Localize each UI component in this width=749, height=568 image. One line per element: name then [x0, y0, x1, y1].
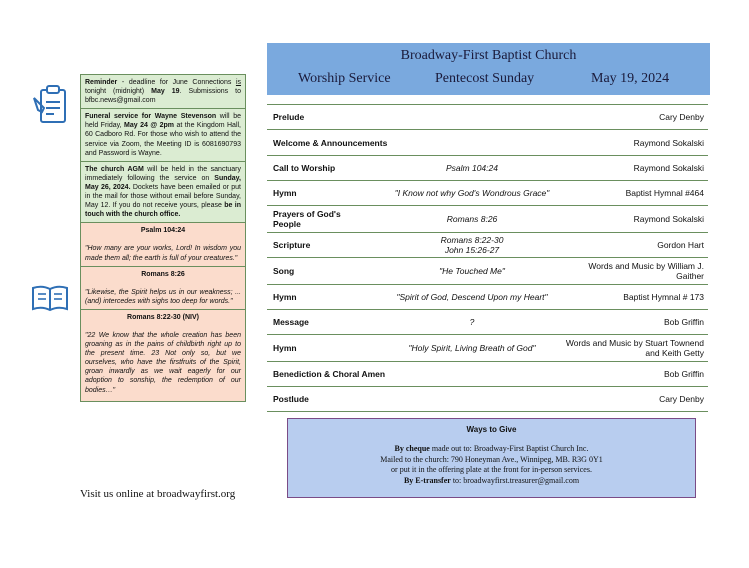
ways-to-give-box — [287, 418, 696, 498]
open-book-icon — [30, 283, 70, 318]
service-name: Worship Service — [298, 71, 391, 86]
service-date: May 19, 2024 — [591, 71, 670, 86]
announcements-column — [80, 74, 246, 402]
service-row: Welcome & Announcements Raymond Sokalski — [267, 130, 708, 156]
verse-text: "How many are your works, Lord! In wisdom you made them all; the earth is full of your creatures." — [85, 245, 241, 262]
verse-romans-niv-box — [80, 309, 246, 402]
verse-psalm-box — [80, 222, 246, 265]
agm-box: The church AGM will be held in the sanctuary immediately following the service on Sunday, May 26, 2024. Dockets have been emailed or put in the mail for those without email before Sunday, May 12. If you do not receive yours, please be in touch with the church office. — [80, 161, 246, 223]
verse-heading: Psalm 104:24 — [140, 227, 186, 235]
give-line: By cheque made out to: Broadway-First Baptist Church Inc. — [394, 443, 589, 453]
verse-heading: Romans 8:22-30 (NIV) — [127, 313, 199, 321]
service-row: Song "He Touched Me" Words and Music by William J. Gaither — [267, 258, 708, 285]
service-row: Message ? Bob Griffin — [267, 310, 708, 335]
verse-heading: Romans 8:26 — [141, 270, 185, 278]
order-of-service — [267, 104, 708, 412]
give-title: Ways to Give — [466, 425, 517, 434]
church-name: Broadway-First Baptist Church — [400, 48, 577, 63]
service-row: Benediction & Choral Amen Bob Griffin — [267, 362, 708, 387]
service-row: Scripture Romans 8:22-30 John 15:26-27 Gordon Hart — [267, 233, 708, 258]
service-row: Hymn "Holy Spirit, Living Breath of God" Words and Music by Stuart Townend and Keith Getty — [267, 335, 708, 362]
give-line: Mailed to the church: 790 Honeyman Ave., Winnipeg, MB. R3G 0Y1 — [380, 454, 603, 464]
service-row: Prelude Cary Denby — [267, 105, 708, 130]
verse-romans-box — [80, 266, 246, 309]
verse-text: "22 We know that the whole creation has been groaning as in the pains of childbirth right up to the present time. 23 Not only so, but we ourselves, who have the firstfruits of the Spirit, groan inwardly as we wait eagerly for our adoption to sonship, the redemption of our bodies…" — [85, 331, 241, 394]
service-row: Prayers of God's People Romans 8:26 Raymond Sokalski — [267, 206, 708, 233]
verse-text: "Likewise, the Spirit helps us in our weakness; ... (and) intercedes with sighs too deep for words." — [85, 288, 241, 305]
give-line: or put it in the offering plate at the front for in-person services. — [391, 465, 592, 475]
give-line: By E-transfer to: broadwayfirst.treasurer@gmail.com — [403, 476, 580, 486]
service-row: Hymn "Spirit of God, Descend Upon my Heart" Baptist Hymnal # 173 — [267, 285, 708, 310]
service-row: Postlude Cary Denby — [267, 387, 708, 412]
reminder-box: Reminder - deadline for June Connections is tonight (midnight) May 19. Submissions to bfbc.news@gmail.com — [80, 74, 246, 108]
service-row: Call to Worship Psalm 104:24 Raymond Sokalski — [267, 156, 708, 181]
bulletin-header — [267, 43, 710, 95]
clipboard-icon — [32, 84, 72, 133]
funeral-box: Funeral service for Wayne Stevenson will be held Friday, May 24 @ 2pm at the Kingdom Hall, 60 Cadboro Rd. For those who wish to attend the service via Zoom, the Meeting ID is 6081690793 and Password is Wayne. — [80, 108, 246, 160]
occasion: Pentecost Sunday — [435, 71, 535, 86]
service-row: Hymn "I Know not why God's Wondrous Grace" Baptist Hymnal #464 — [267, 181, 708, 206]
website-text: Visit us online at broadwayfirst.org — [80, 488, 236, 500]
